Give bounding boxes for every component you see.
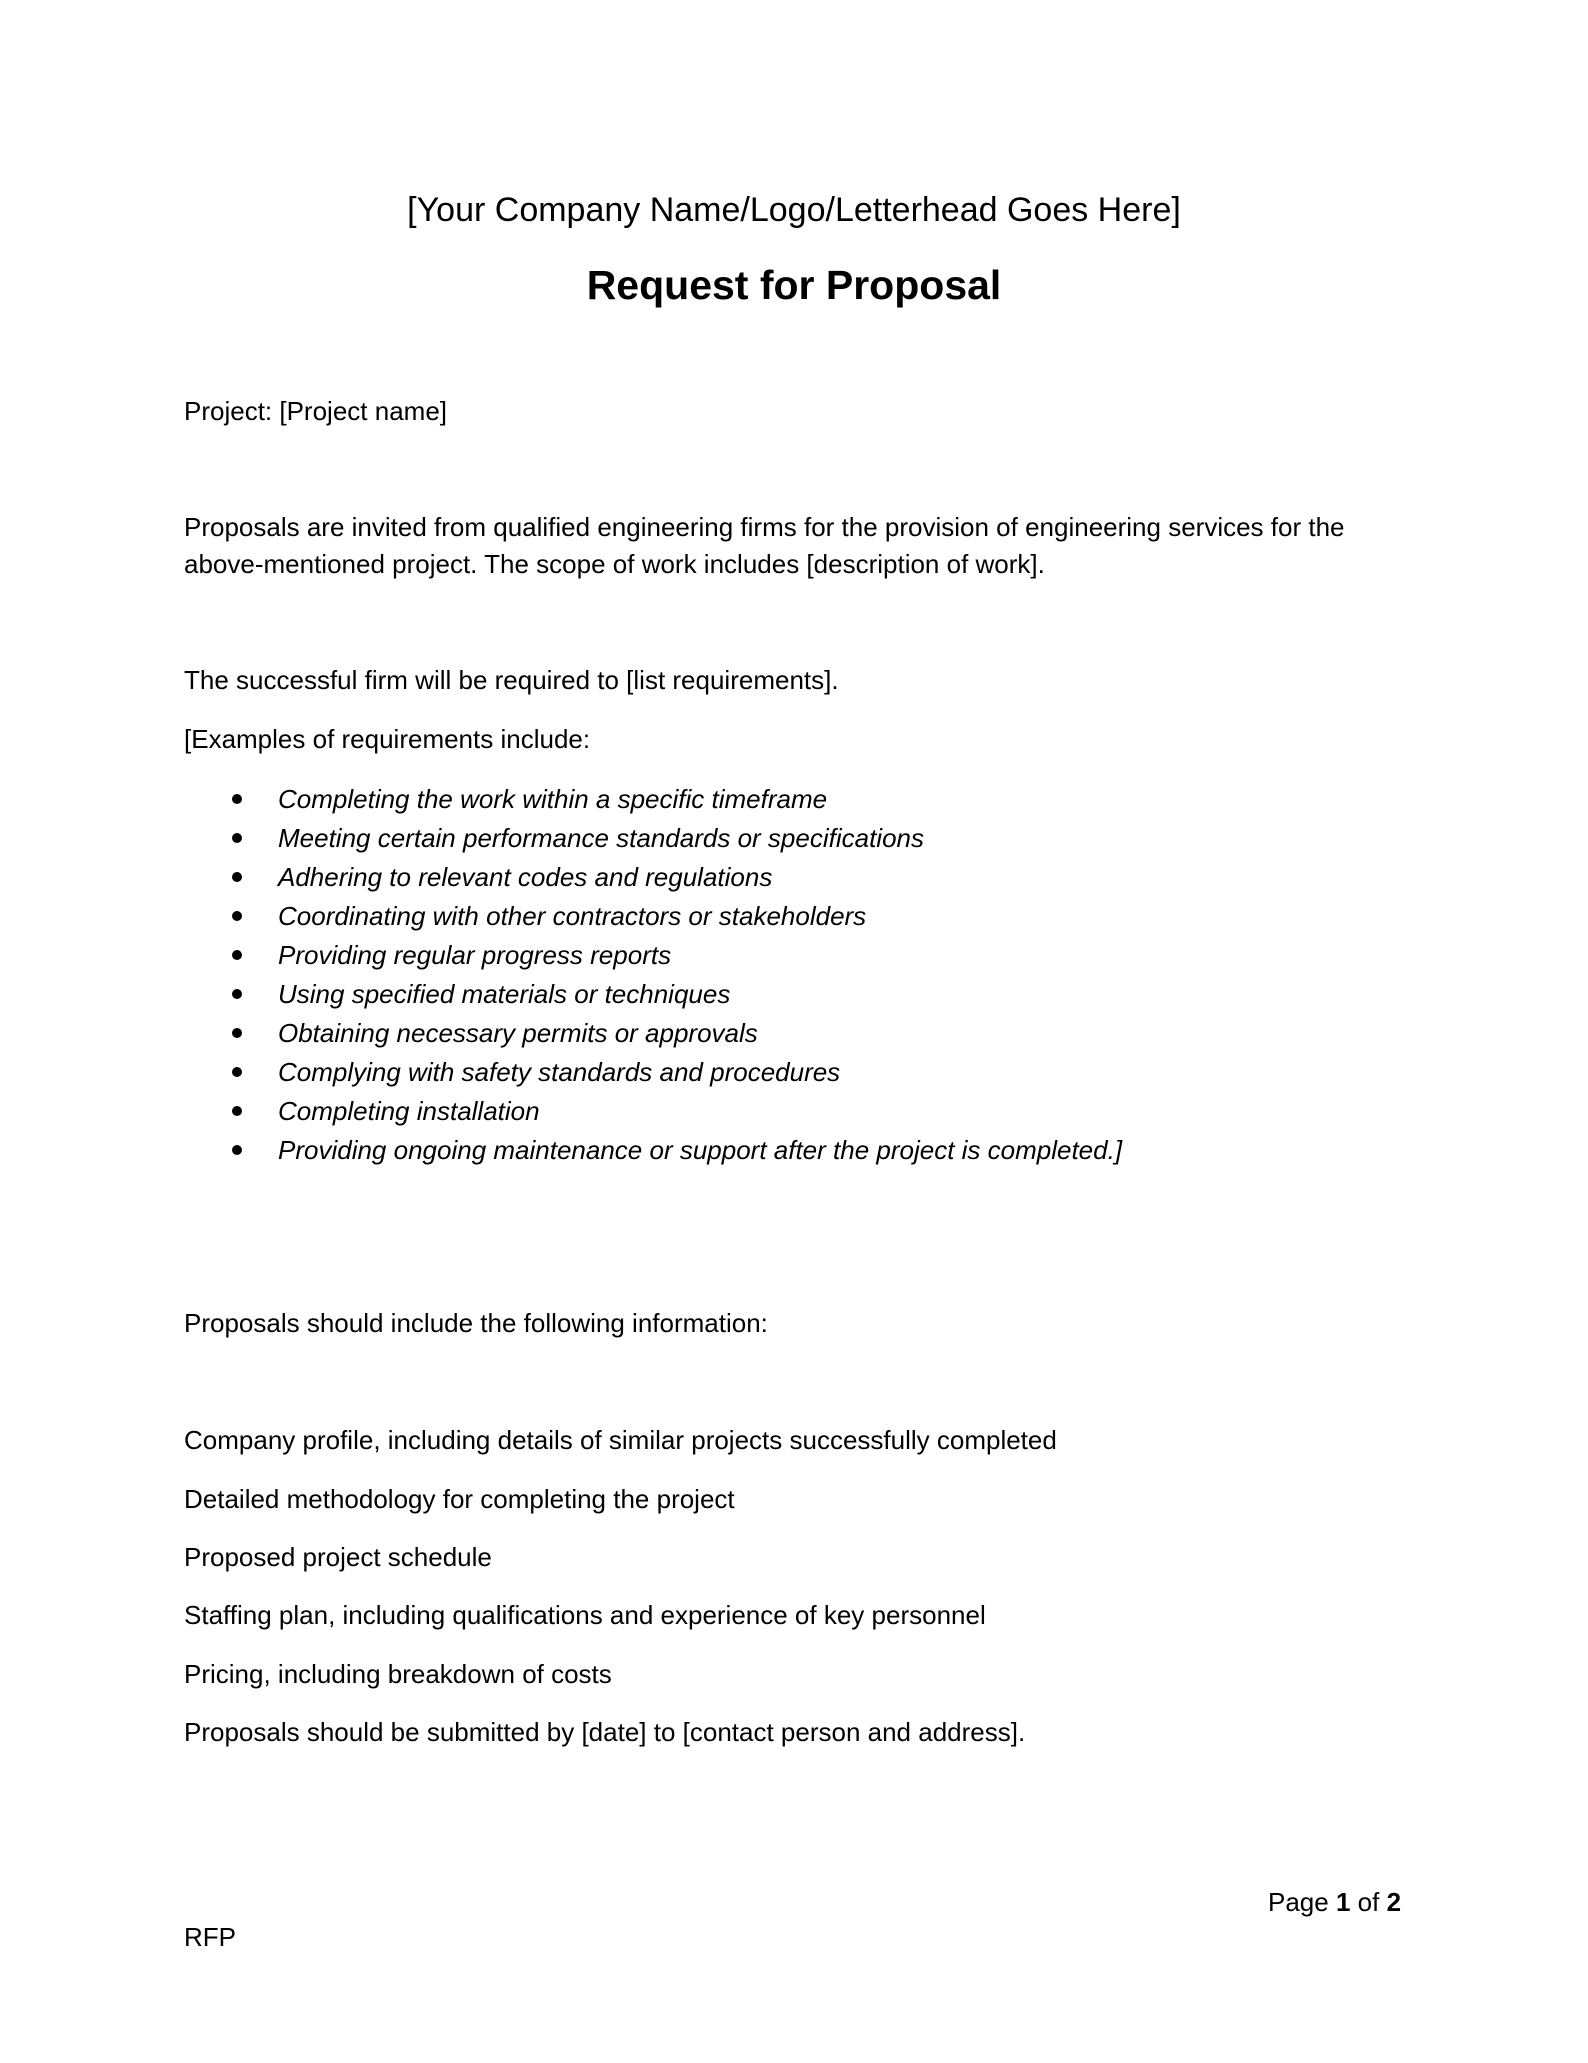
list-item-text: Complying with safety standards and procedures <box>278 1057 841 1087</box>
proposal-info-intro: Proposals should include the following information: <box>184 1308 768 1338</box>
submission-instructions: Proposals should be submitted by [date] to [contact person and address]. <box>184 1717 1026 1747</box>
proposal-item-pricing: Pricing, including breakdown of costs <box>184 1659 612 1689</box>
list-item-text: Using specified materials or techniques <box>278 979 731 1009</box>
page-total: 2 <box>1386 1887 1402 1917</box>
list-item-text: Providing ongoing maintenance or support after the project is completed.] <box>278 1135 1123 1165</box>
bullet-icon <box>232 989 242 999</box>
bullet-icon <box>232 1028 242 1038</box>
proposal-item-schedule: Proposed project schedule <box>184 1542 492 1572</box>
list-item-text: Completing the work within a specific timeframe <box>278 784 828 814</box>
footer-doc-label: RFP <box>184 1922 236 1952</box>
page-label: Page <box>1268 1887 1329 1917</box>
bullet-icon <box>232 1145 242 1155</box>
proposal-item-methodology: Detailed methodology for completing the project <box>184 1484 735 1514</box>
page-number <box>1268 1884 1401 1921</box>
list-item-text: Obtaining necessary permits or approvals <box>278 1018 758 1048</box>
intro-line-1: Proposals are invited from qualified engineering firms for the provision of engineering services for the <box>184 512 1345 542</box>
list-item-text: Completing installation <box>278 1096 540 1126</box>
bullet-icon <box>232 794 242 804</box>
bullet-icon <box>232 911 242 921</box>
list-item-text: Providing regular progress reports <box>278 940 672 970</box>
list-item-text: Coordinating with other contractors or stakeholders <box>278 901 867 931</box>
proposal-item-company-profile: Company profile, including details of similar projects successfully completed <box>184 1425 1057 1455</box>
requirements-intro: The successful firm will be required to [list requirements]. <box>184 665 839 695</box>
intro-line-2: above-mentioned project. The scope of work includes [description of work]. <box>184 549 1045 579</box>
page-current: 1 <box>1335 1887 1351 1917</box>
bullet-icon <box>232 1106 242 1116</box>
list-item-text: Adhering to relevant codes and regulations <box>278 862 773 892</box>
letterhead-placeholder: [Your Company Name/Logo/Letterhead Goes Here] <box>407 191 1181 229</box>
bullet-icon <box>232 872 242 882</box>
project-line: Project: [Project name] <box>184 396 447 426</box>
bullet-icon <box>232 833 242 843</box>
document-title: Request for Proposal <box>586 262 1002 308</box>
proposal-item-staffing: Staffing plan, including qualifications and experience of key personnel <box>184 1600 986 1630</box>
page-of: of <box>1357 1887 1380 1917</box>
examples-intro: [Examples of requirements include: <box>184 724 591 754</box>
bullet-icon <box>232 1067 242 1077</box>
list-item-text: Meeting certain performance standards or specifications <box>278 823 924 853</box>
bullet-icon <box>232 950 242 960</box>
